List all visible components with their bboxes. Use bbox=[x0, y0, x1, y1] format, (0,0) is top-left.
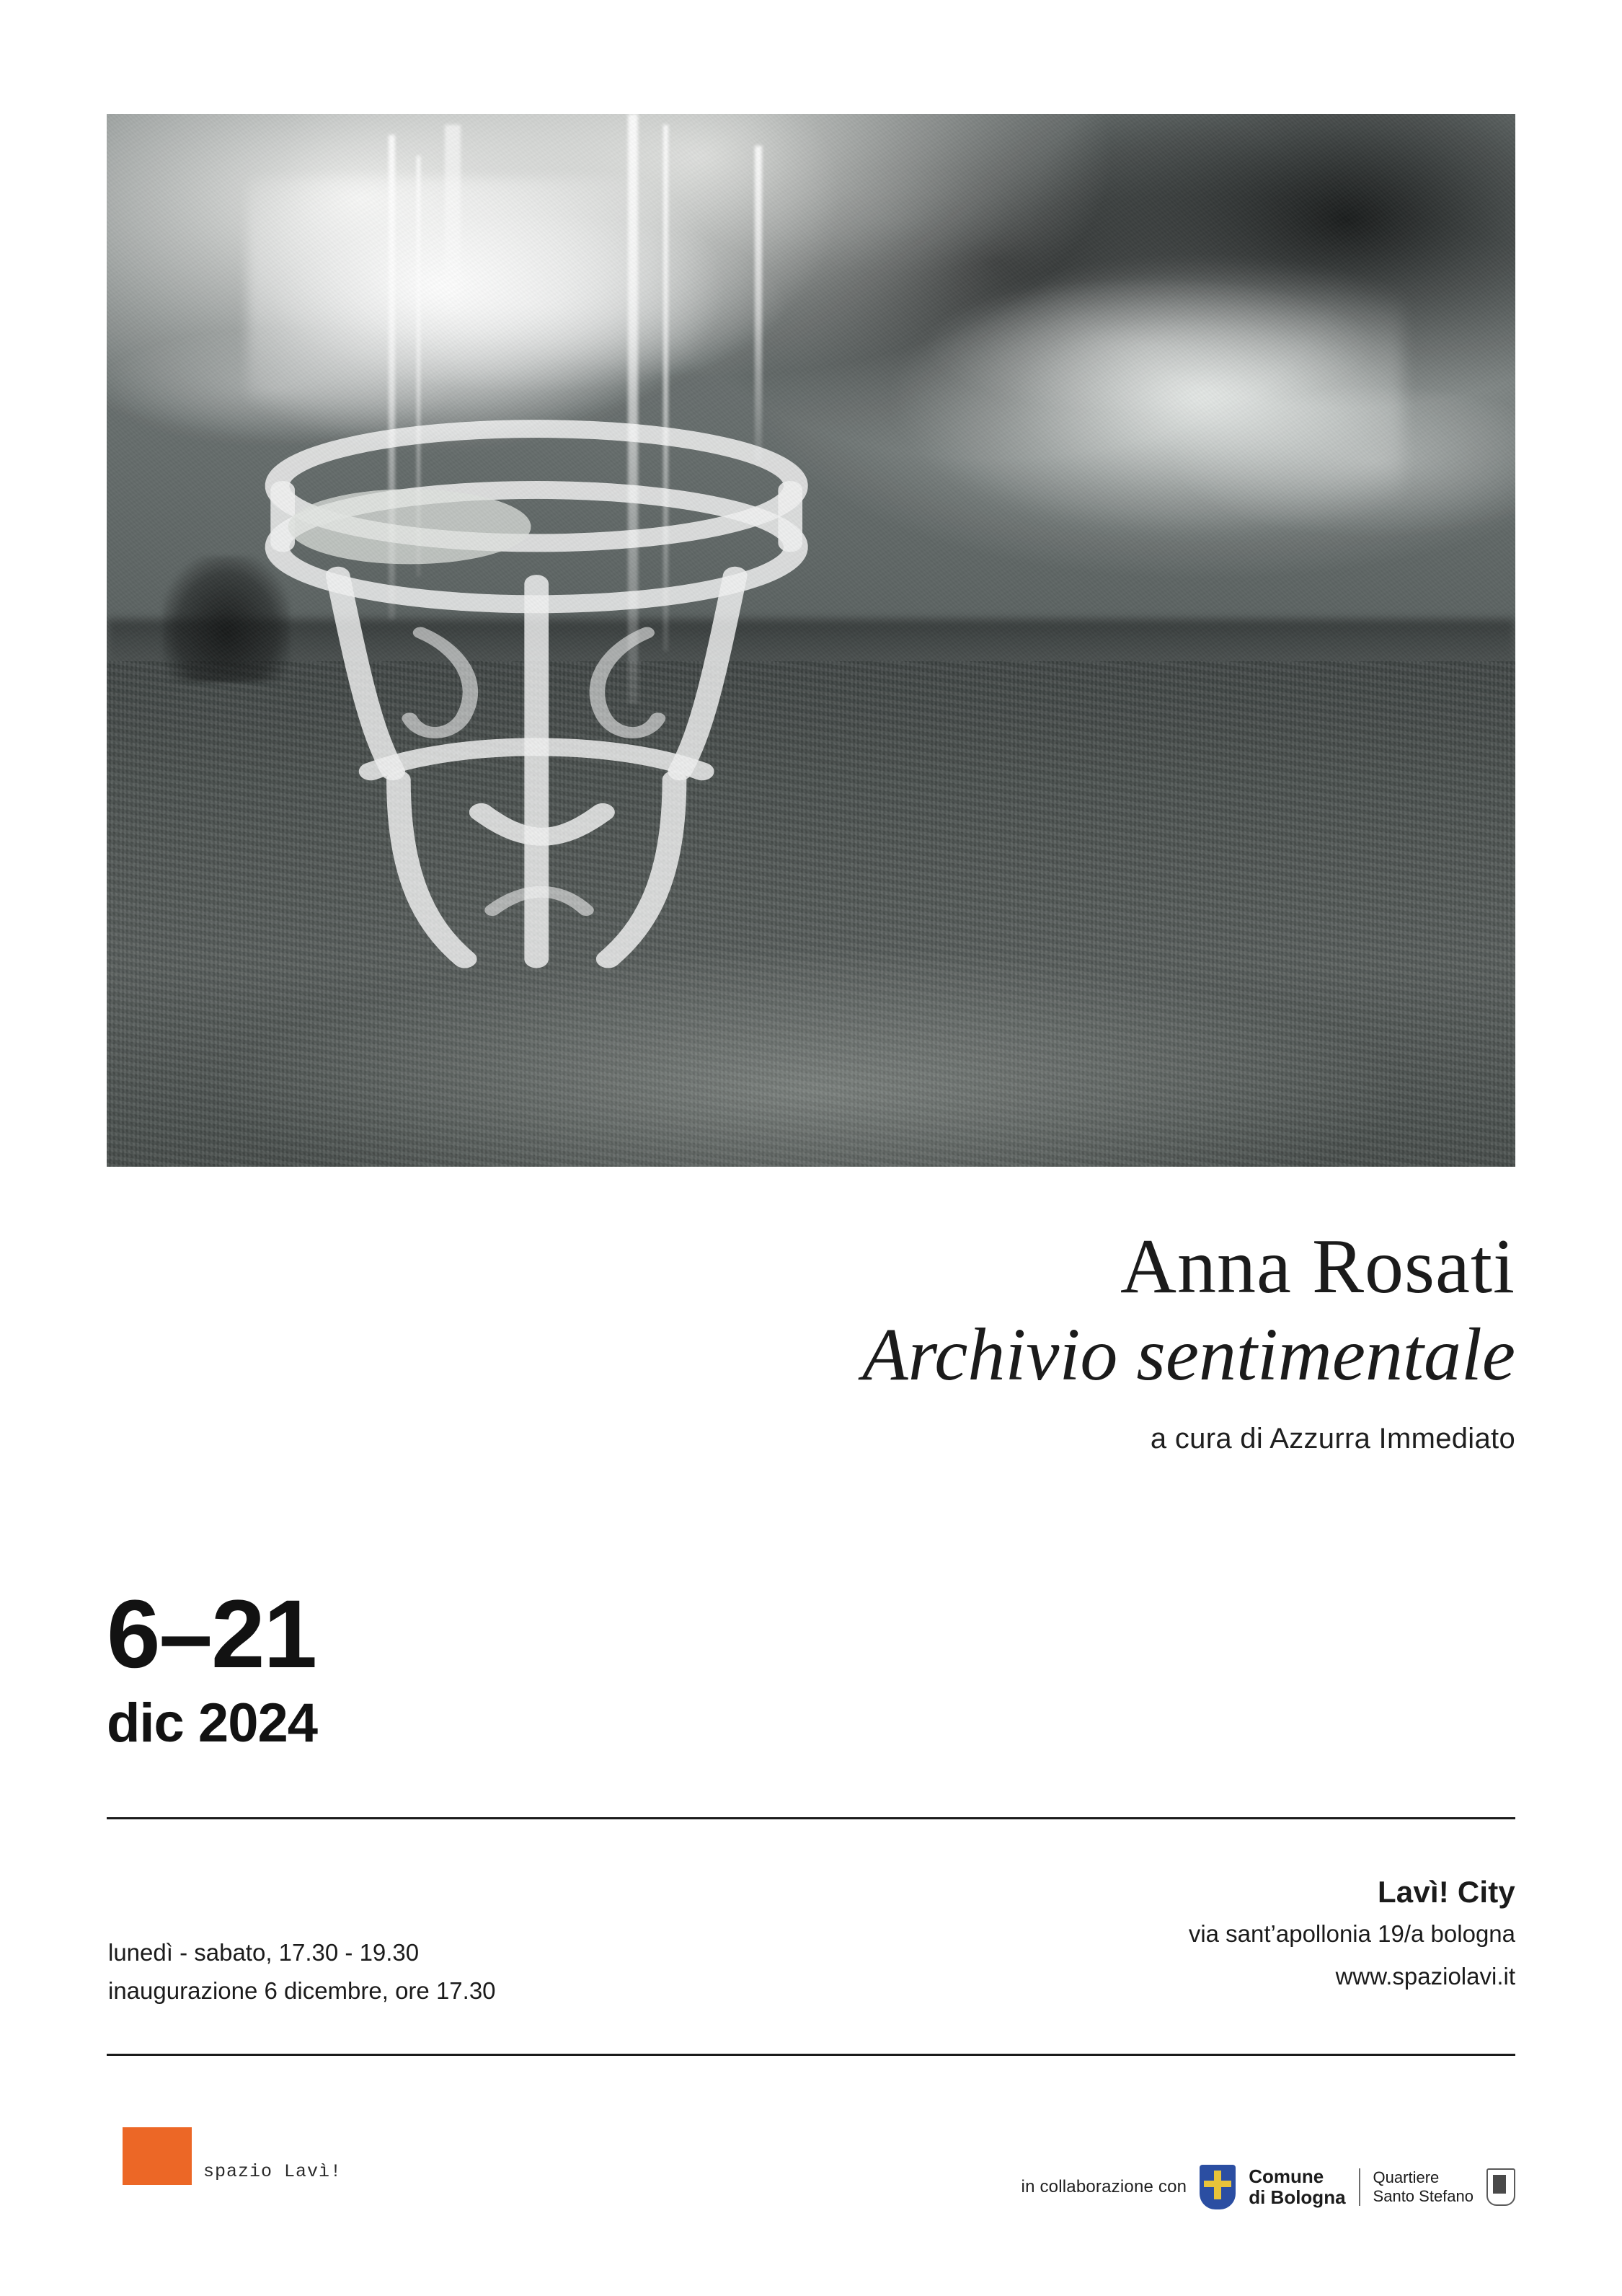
venue-address: via sant’apollonia 19/a bologna bbox=[1188, 1920, 1515, 1947]
orange-square-icon bbox=[123, 2127, 192, 2185]
venue-name: Lavì! City bbox=[1377, 1875, 1515, 1909]
schedule-block bbox=[108, 1934, 496, 2010]
comune-line-2: di Bologna bbox=[1249, 2186, 1346, 2208]
quartiere-crest-icon bbox=[1486, 2168, 1515, 2206]
collaboration-block bbox=[1021, 2165, 1515, 2209]
bologna-crest-icon bbox=[1200, 2165, 1236, 2209]
vertical-divider bbox=[1359, 2168, 1360, 2206]
exhibition-title: Archivio sentimentale bbox=[862, 1313, 1515, 1397]
curator-credit: a cura di Azzurra Immediato bbox=[1150, 1422, 1515, 1454]
artwork-grain-overlay bbox=[107, 114, 1515, 1167]
divider-top bbox=[107, 1817, 1515, 1819]
comune-label bbox=[1249, 2166, 1345, 2208]
opening-event: inaugurazione 6 dicembre, ore 17.30 bbox=[108, 1977, 496, 2004]
opening-hours: lunedì - sabato, 17.30 - 19.30 bbox=[108, 1939, 420, 1966]
collaboration-label: in collaborazione con bbox=[1021, 2177, 1187, 2196]
quartiere-line-1: Quartiere bbox=[1373, 2168, 1440, 2186]
venue-block bbox=[1189, 1875, 1515, 1995]
date-range: 6–21 bbox=[107, 1581, 316, 1688]
date-month-year: dic 2024 bbox=[107, 1692, 317, 1754]
spazio-lavi-logo bbox=[123, 2127, 342, 2185]
venue-website[interactable]: www.spaziolavi.it bbox=[1335, 1963, 1515, 1990]
divider-bottom bbox=[107, 2054, 1515, 2056]
artwork-image bbox=[107, 114, 1515, 1167]
brand-wordmark: spazio Lavì! bbox=[203, 2161, 342, 2182]
date-block bbox=[107, 1581, 317, 1754]
comune-line-1: Comune bbox=[1249, 2165, 1324, 2187]
title-block bbox=[107, 1226, 1515, 1455]
footer bbox=[107, 2120, 1515, 2250]
quartiere-line-2: Santo Stefano bbox=[1373, 2187, 1473, 2205]
artist-name: Anna Rosati bbox=[1120, 1224, 1515, 1310]
quartiere-label bbox=[1373, 2168, 1473, 2207]
